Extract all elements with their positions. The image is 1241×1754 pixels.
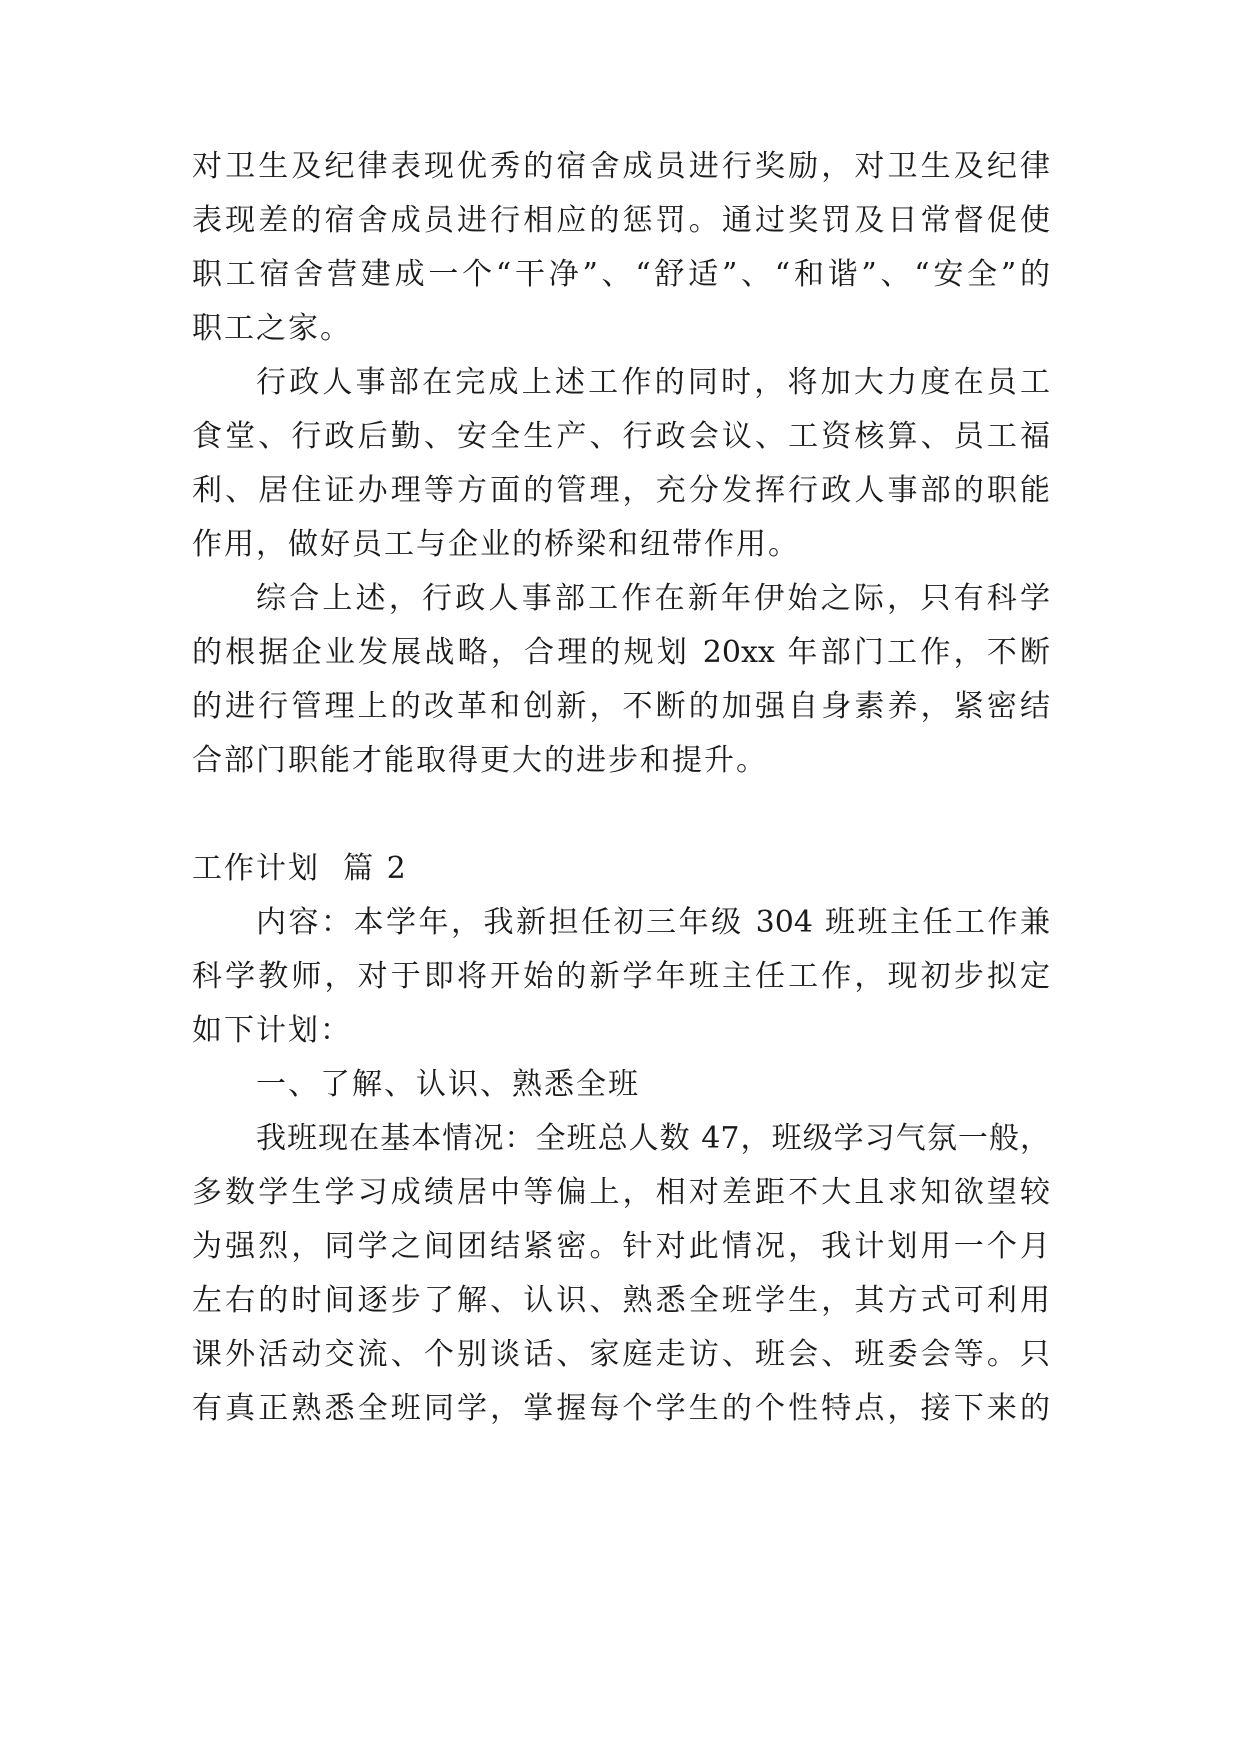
paragraph-line: 课外活动交流、个别谈话、家庭走访、班会、班委会等。只 (192, 1337, 1050, 1372)
paragraph-line: 为强烈，同学之间团结紧密。针对此情况，我计划用一个月 (192, 1229, 1050, 1264)
paragraph-line: 左右的时间逐步了解、认识、熟悉全班学生，其方式可利用 (192, 1283, 1050, 1318)
paragraph-line: 综合上述，行政人事部工作在新年伊始之际，只有科学 (256, 581, 1050, 616)
subsection-heading: 一、了解、认识、熟悉全班 (256, 1067, 640, 1102)
paragraph-line: 的进行管理上的改革和创新，不断的加强自身素养，紧密结 (192, 689, 1050, 724)
paragraph-line: 合部门职能才能取得更大的进步和提升。 (192, 743, 768, 778)
paragraph-line: 职工宿舍营建成一个“干净”、“舒适”、“和谐”、“安全”的 (192, 257, 1050, 292)
paragraph-line: 多数学生学习成绩居中等偏上，相对差距不大且求知欲望较 (192, 1175, 1050, 1210)
paragraph-line: 表现差的宿舍成员进行相应的惩罚。通过奖罚及日常督促使 (192, 203, 1050, 238)
paragraph-line: 职工之家。 (192, 311, 352, 346)
paragraph-line: 如下计划： (192, 1013, 352, 1048)
paragraph-line: 的根据企业发展战略，合理的规划 20xx 年部门工作，不断 (192, 635, 1050, 670)
paragraph-line: 利、居住证办理等方面的管理，充分发挥行政人事部的职能 (192, 473, 1050, 508)
paragraph-line: 有真正熟悉全班同学，掌握每个学生的个性特点，接下来的 (192, 1391, 1050, 1426)
paragraph-line: 内容：本学年，我新担任初三年级 304 班班主任工作兼 (256, 905, 1050, 940)
section-heading: 工作计划 篇 2 (192, 851, 408, 886)
paragraph-line: 行政人事部在完成上述工作的同时，将加大力度在员工 (256, 365, 1050, 400)
paragraph-line: 我班现在基本情况：全班总人数 47，班级学习气氛一般， (256, 1121, 1050, 1156)
paragraph-line: 科学教师，对于即将开始的新学年班主任工作，现初步拟定 (192, 959, 1050, 994)
paragraph-line: 食堂、行政后勤、安全生产、行政会议、工资核算、员工福 (192, 419, 1050, 454)
paragraph-line: 作用，做好员工与企业的桥梁和纽带作用。 (192, 527, 800, 562)
paragraph-line: 对卫生及纪律表现优秀的宿舍成员进行奖励，对卫生及纪律 (192, 149, 1050, 184)
